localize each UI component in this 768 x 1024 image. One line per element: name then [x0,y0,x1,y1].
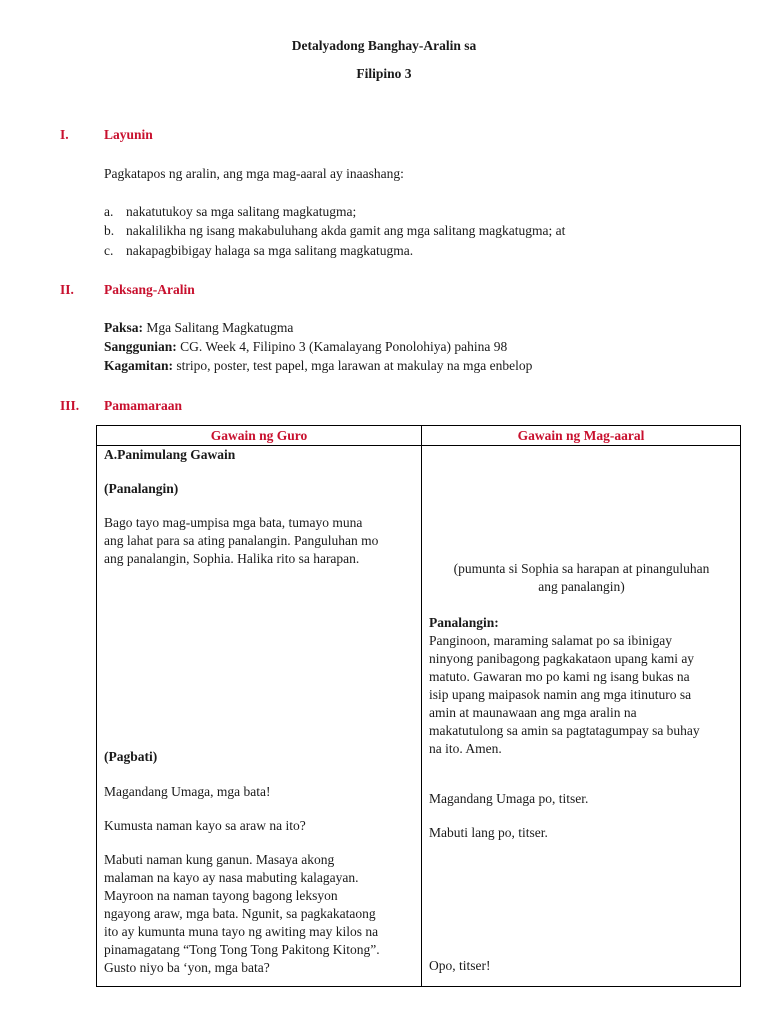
prayer-instruction-line: ang lahat para sa ating panalangin. Panguluhan mo [104,533,379,548]
teacher-cell [97,446,422,987]
teacher-closing-line: Gusto niyo ba ‘yon, mga bata? [104,960,270,975]
student-action-line: (pumunta si Sophia sa harapan at pinanguluhan [453,561,710,576]
teacher-closing-line: Mayroon na naman tayong bagong leksyon [104,888,338,903]
sanggunian-label: Sanggunian: [104,339,177,354]
prayer-instruction-line: Bago tayo mag-umpisa mga bata, tumayo muna [104,515,363,530]
objective-a-text: nakatutukoy sa mga salitang magkatugma; [126,204,357,219]
student-prayer-line: ninyong panibagong pagkakataon upang kami ay [429,651,695,666]
section-2-title: Paksang-Aralin [104,282,195,297]
teacher-greeting: Magandang Umaga, mga bata! [104,784,271,799]
teacher-kumusta: Kumusta naman kayo sa araw na ito? [104,818,306,833]
teacher-closing-line: ngayong araw, mga bata. Ngunit, sa pagkakataong [104,906,376,921]
teacher-closing-line: malaman na kayo ay nasa mabuting kalagayan. [104,870,359,885]
paksa-line [104,320,293,336]
kagamitan-value: stripo, poster, test papel, mga larawan at makulay na mga enbelop [173,358,533,373]
kagamitan-label: Kagamitan: [104,358,173,373]
student-prayer-line: Panginoon, maraming salamat po sa ibinigay [429,633,672,648]
student-kumusta-reply: Mabuti lang po, titser. [429,825,548,840]
objective-c-text: nakapagbibigay halaga sa mga salitang magkatugma. [126,243,414,258]
teacher-closing-line: ito ay kumunta muna tayo ng awiting may kilos na [104,924,379,939]
student-panalangin-label: Panalangin: [429,615,499,630]
kagamitan-line [104,358,532,374]
student-cell [422,446,741,987]
objective-b-text: nakalilikha ng isang makabuluhang akda gamit ang mga salitang magkatugma; at [126,223,566,238]
objectives-intro: Pagkatapos ng aralin, ang mga mag-aaral ay inaashang: [104,166,404,181]
procedure-table [96,425,741,987]
section-1-title: Layunin [104,127,153,142]
student-prayer-line: matuto. Gawaran mo po kami ng isang bukas na [429,669,690,684]
paksa-value: Mga Salitang Magkatugma [143,320,294,335]
objective-c-marker: c. [104,243,114,258]
sanggunian-line [104,339,507,355]
section-1-number: I. [60,127,69,142]
student-prayer-line: isip upang maipasok namin ang mga itinuturo sa [429,687,692,702]
objective-b-marker: b. [104,223,115,238]
teacher-closing-line: Mabuti naman kung ganun. Masaya akong [104,852,335,867]
student-prayer-line: amin at maunawaan ang mga aralin na [429,705,637,720]
table-header-row [97,426,741,446]
document-subtitle: Filipino 3 [356,66,412,81]
student-column-header: Gawain ng Mag-aaral [422,426,741,446]
section-2-number: II. [60,282,74,297]
document-title: Detalyadong Banghay-Aralin sa [291,38,477,53]
student-prayer-line: makatutulong sa amin sa pagtatagumpay sa buhay [429,723,700,738]
teacher-column-header: Gawain ng Guro [97,426,422,446]
pagbati-label: (Pagbati) [104,749,158,764]
prayer-instruction-line: ang panalangin, Sophia. Halika rito sa harapan. [104,551,360,566]
teacher-closing-line: pinamagatang “Tong Tong Tong Pakitong Kitong”. [104,942,380,957]
sanggunian-value: CG. Week 4, Filipino 3 (Kamalayang Ponolohiya) pahina 98 [176,339,508,354]
section-3-title: Pamamaraan [104,398,182,413]
section-3-number: III. [60,398,80,413]
student-opo-reply: Opo, titser! [429,958,491,973]
student-greeting-reply: Magandang Umaga po, titser. [429,791,589,806]
panalangin-label: (Panalangin) [104,481,179,496]
paksa-label: Paksa: [104,320,144,335]
student-prayer-line: na ito. Amen. [429,741,502,756]
panimulang-gawain-heading: A.Panimulang Gawain [104,447,236,462]
student-action-line: ang panalangin) [538,579,625,594]
table-row [97,446,741,987]
objective-a-marker: a. [104,204,114,219]
